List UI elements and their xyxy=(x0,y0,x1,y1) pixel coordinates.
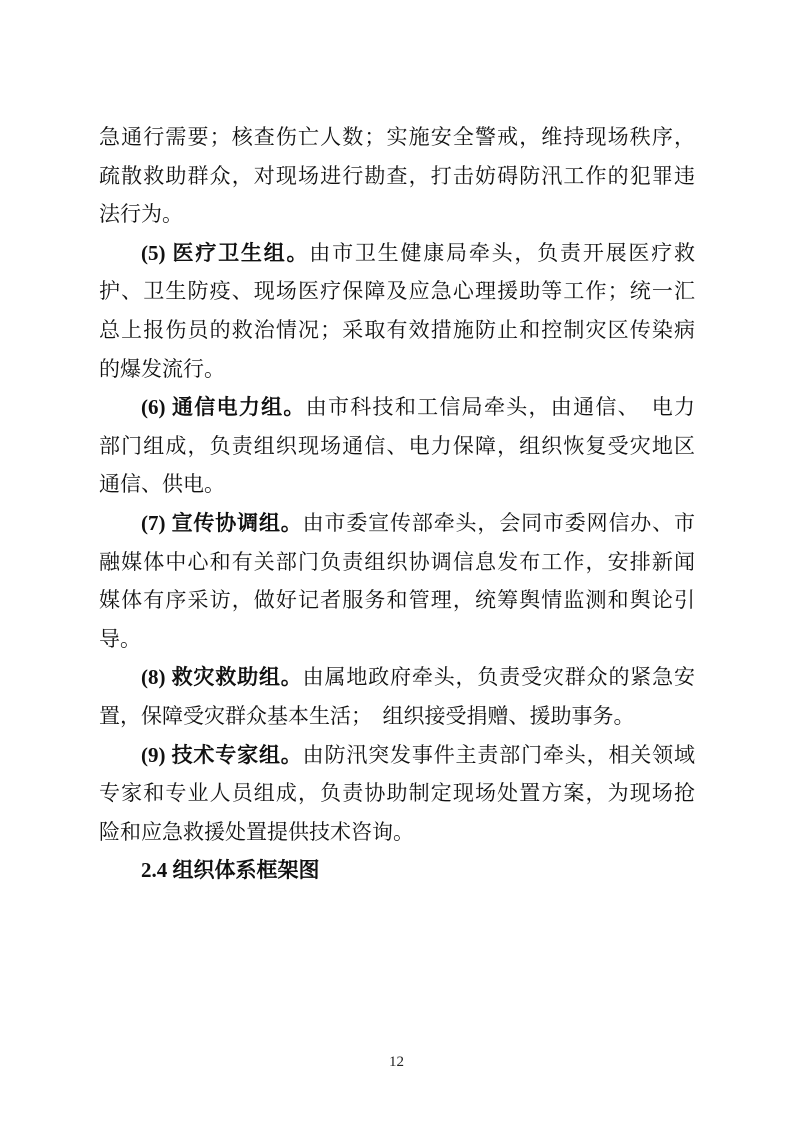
text-line xyxy=(99,736,695,775)
text-run: 导。 xyxy=(99,626,141,651)
text-run: 由防汛突发事件主责部门牵头，相关领域 xyxy=(302,742,695,767)
text-run: 的爆发流行。 xyxy=(99,356,225,381)
text-run: 由市卫生健康局牵头，负责开展医疗救 xyxy=(309,240,695,265)
text-line xyxy=(99,504,695,543)
text-line xyxy=(99,272,695,311)
text-line xyxy=(99,658,695,697)
bold-run: (8) 救灾救助组。 xyxy=(141,665,303,690)
text-run: 由市委宣传部牵头，会同市委网信办、市 xyxy=(302,510,695,535)
text-run: 急通行需要；核查伤亡人数；实施安全警戒，维持现场秩序， xyxy=(99,125,695,149)
text-line xyxy=(99,195,695,234)
text-run: 媒体有序采访，做好记者服务和管理，统筹舆情监测和舆论引 xyxy=(99,588,695,613)
text-line xyxy=(99,581,695,620)
text-run: 险和应急救援处置提供技术咨询。 xyxy=(99,819,414,844)
text-run: 部门组成，负责组织现场通信、电力保障，组织恢复受灾地区 xyxy=(99,433,695,458)
text-line xyxy=(99,465,695,504)
text-line xyxy=(99,813,695,852)
text-line xyxy=(99,350,695,389)
page-number: 12 xyxy=(389,1054,404,1070)
section-heading xyxy=(99,851,695,890)
text-run: 专家和专业人员组成，负责协助制定现场处置方案，为现场抢 xyxy=(99,781,695,806)
text-run: 通信、供电。 xyxy=(99,472,225,497)
text-line xyxy=(99,118,695,157)
text-line xyxy=(99,543,695,582)
bold-run: 2.4 组织体系框架图 xyxy=(141,858,320,883)
text-run: 由市科技和工信局牵头，由通信、 电力 xyxy=(305,395,695,420)
text-run: 融媒体中心和有关部门负责组织协调信息发布工作，安排新闻 xyxy=(99,549,695,574)
bold-run: (6) 通信电力组。 xyxy=(141,395,306,420)
text-line xyxy=(99,234,695,273)
text-block xyxy=(99,118,695,890)
text-run: 总上报伤员的救治情况；采取有效措施防止和控制灾区传染病 xyxy=(99,317,695,342)
text-line xyxy=(99,774,695,813)
text-line xyxy=(99,620,695,659)
text-run: 由属地政府牵头，负责受灾群众的紧急安 xyxy=(302,665,695,690)
text-line xyxy=(99,311,695,350)
text-line xyxy=(99,427,695,466)
text-run: 疏散救助群众，对现场进行勘查，打击妨碍防汛工作的犯罪违 xyxy=(99,163,695,188)
bold-run: (7) 宣传协调组。 xyxy=(141,510,303,535)
text-line xyxy=(99,388,695,427)
text-run: 法行为。 xyxy=(99,202,183,227)
bold-run: (9) 技术专家组。 xyxy=(141,742,303,767)
text-line xyxy=(99,157,695,196)
bold-run: (5) 医疗卫生组。 xyxy=(141,240,310,265)
text-run: 置，保障受灾群众基本生活； 组织接受捐赠、援助事务。 xyxy=(99,703,635,728)
text-line xyxy=(99,697,695,736)
text-run: 护、卫生防疫、现场医疗保障及应急心理援助等工作；统一汇 xyxy=(99,279,695,304)
